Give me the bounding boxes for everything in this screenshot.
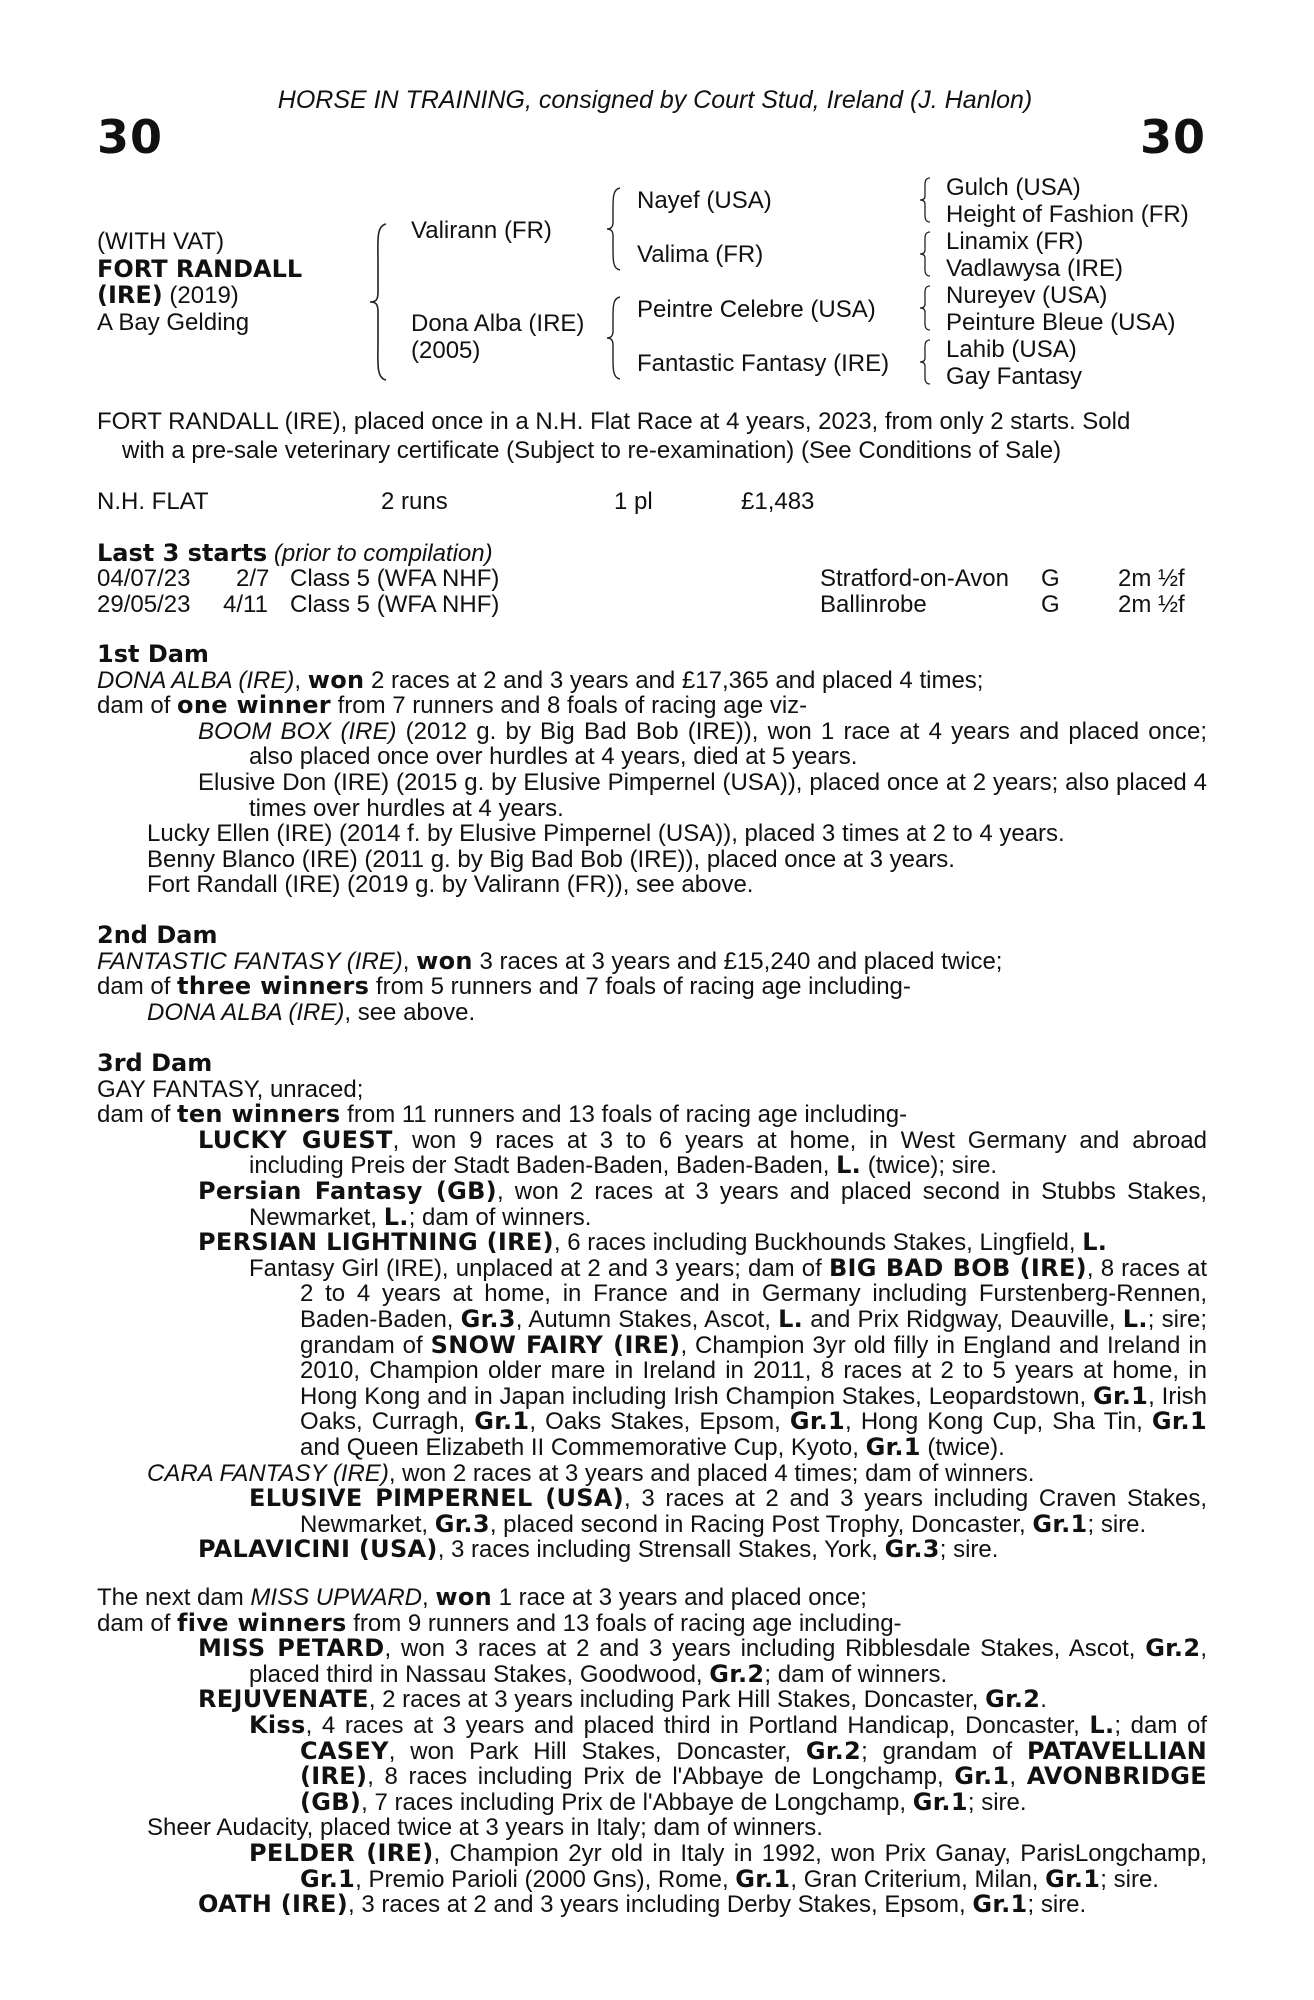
next-dam-pelder: PELDER (IRE), Champion 2yr old in Italy in 1992, won Prix Ganay, ParisLongchamp, Gr.1, Premio Parioli (2000 Gns), Rome, Gr.1, Gran Criterium, Milan, Gr.1; sire. (249, 1838, 1207, 1893)
third-dam-heading: 3rd Dam (97, 1049, 213, 1077)
record-type: N.H. FLAT (97, 488, 209, 515)
next-dam-line-1: The next dam MISS UPWARD, won 1 race at 3 years and placed once; (97, 1583, 867, 1611)
pedigree-g4: Vadlawysa (IRE) (946, 255, 1123, 282)
next-dam-foal-sheer-audacity: Sheer Audacity, placed twice at 3 years in Italy; dam of winners. (147, 1814, 823, 1842)
vat-note: (WITH VAT) (97, 228, 225, 255)
horse-year: (2019) (169, 282, 239, 309)
next-dam-section (97, 1585, 1207, 1918)
lot-number-right: 30 (1139, 110, 1206, 164)
third-dam-elusive-pimpernel: ELUSIVE PIMPERNEL (USA), 3 races at 2 and 3 years including Craven Stakes, Newmarket, Gr.3, placed second in Racing Post Trophy, Doncaster, Gr.1; sire. (249, 1484, 1207, 1538)
pedigree-brace-6 (918, 284, 932, 332)
pedigree-sire-sire: Nayef (USA) (637, 187, 772, 214)
first-dam-foal-benny-blanco: Benny Blanco (IRE) (2011 g. by Big Bad Bob (IRE)), placed once at 3 years. (147, 845, 955, 873)
pedigree-brace-3 (605, 295, 623, 381)
first-dam-line-1: DONA ALBA (IRE), won 2 races at 2 and 3 years and £17,365 and placed 4 times; (97, 665, 984, 694)
first-dam-foal-elusive-don: Elusive Don (IRE) (2015 g. by Elusive Pimpernel (USA)), placed once at 2 years; also placed 4 times over hurdles at 4 years. (198, 768, 1207, 822)
last-starts-note: (prior to compilation) (273, 540, 493, 567)
record-runs: 2 runs (381, 488, 448, 515)
pedigree-dam-year: (2005) (411, 337, 481, 364)
third-dam-line-1: GAY FANTASY, unraced; (97, 1075, 364, 1103)
first-dam-foal-boom-box: BOOM BOX (IRE) (2012 g. by Big Bad Bob (IRE)), won 1 race at 4 years and placed once; also placed once over hurdles at 4 years, died at 5 years. (198, 717, 1207, 771)
start-1-date: 04/07/23 (97, 565, 191, 592)
start-2-course: Ballinrobe (820, 591, 927, 618)
consignment-header: HORSE IN TRAINING, consigned by Court Stud, Ireland (J. Hanlon) (277, 86, 1033, 114)
pedigree-brace-1 (368, 222, 390, 382)
start-1-distance: 2m ½f (1118, 565, 1185, 592)
first-dam-section (97, 642, 1207, 898)
start-2-race: Class 5 (WFA NHF) (290, 591, 500, 618)
start-2-date: 29/05/23 (97, 591, 191, 618)
first-dam-foal-lucky-ellen: Lucky Ellen (IRE) (2014 f. by Elusive Pimpernel (USA)), placed 3 times at 2 to 4 years. (147, 820, 1065, 848)
pedigree-dam: Dona Alba (IRE) (411, 310, 585, 337)
next-dam-kiss: Kiss, 4 races at 3 years and placed third in Portland Handicap, Doncaster, L.; dam of CASEY, won Park Hill Stakes, Doncaster, Gr.2; grandam of PATAVELLIAN (IRE), 8 races including Prix de l'Abbaye de Longchamp, Gr.1, AVONBRIDGE (GB), 7 races including Prix de l'Abbaye de Longchamp, Gr.1; sire. (249, 1710, 1207, 1816)
pedigree-g6: Peinture Bleue (USA) (946, 309, 1176, 336)
record-earnings: £1,483 (741, 488, 815, 515)
start-2-distance: 2m ½f (1118, 591, 1185, 618)
horse-origin-year (97, 282, 239, 309)
second-dam-heading: 2nd Dam (97, 921, 218, 949)
pedigree-sire: Valirann (FR) (411, 217, 552, 244)
third-dam-line-2: dam of ten winners from 11 runners and 13 foals of racing age including- (97, 1100, 908, 1129)
next-dam-rejuvenate: REJUVENATE, 2 races at 3 years including Park Hill Stakes, Doncaster, Gr.2. (198, 1685, 1047, 1714)
third-dam-persian-lightning: PERSIAN LIGHTNING (IRE), 6 races including Buckhounds Stakes, Lingfield, L. (198, 1228, 1108, 1257)
start-1-going: G (1041, 565, 1060, 592)
pedigree-dam-dam: Fantastic Fantasy (IRE) (637, 350, 890, 377)
horse-name: FORT RANDALL (97, 255, 303, 283)
second-dam-section (97, 923, 1207, 1025)
start-1-race: Class 5 (WFA NHF) (290, 565, 500, 592)
start-1-position: 2/7 (236, 565, 270, 592)
lot-number-left: 30 (97, 110, 164, 164)
third-dam-foal-persian-fantasy: Persian Fantasy (GB), won 2 races at 3 years and placed second in Stubbs Stakes, Newmarket, L.; dam of winners. (198, 1176, 1207, 1231)
pedigree-g3: Linamix (FR) (946, 228, 1084, 255)
pedigree-brace-7 (918, 338, 932, 386)
horse-country: (IRE) (97, 281, 163, 309)
record-placed: 1 pl (614, 488, 653, 515)
second-dam-foal-dona-alba: DONA ALBA (IRE), see above. (147, 998, 476, 1026)
third-dam-foal-cara-fantasy: CARA FANTASY (IRE), won 2 races at 3 years and placed 4 times; dam of winners. (147, 1459, 1035, 1487)
second-dam-line-2: dam of three winners from 5 runners and 7 foals of racing age including- (97, 972, 911, 1001)
pedigree-g1: Gulch (USA) (946, 174, 1081, 201)
last-starts-title: Last 3 starts (97, 539, 268, 567)
last-starts-heading (97, 540, 493, 567)
third-dam-fantasy-girl: Fantasy Girl (IRE), unplaced at 2 and 3 years; dam of BIG BAD BOB (IRE), 8 races at 2 to 4 years at home, in France and in Germany including Furstenberg-Rennen, Baden-Baden, Gr.3, Autumn Stakes, Ascot, L. and Prix Ridgway, Deauville, L.; sire; grandam of SNOW FAIRY (IRE), Champion 3yr old filly in England and Ireland in 2010, Champion older mare in Ireland in 2011, 8 races at 2 to 5 years at home, in Hong Kong and in Japan including Irish Champion Stakes, Leopardstown, Gr.1, Irish Oaks, Curragh, Gr.1, Oaks Stakes, Epsom, Gr.1, Hong Kong Cup, Sha Tin, Gr.1 and Queen Elizabeth II Commemorative Cup, Kyoto, Gr.1 (twice). (249, 1253, 1208, 1461)
summary-line-1: FORT RANDALL (IRE), placed once in a N.H. Flat Race at 4 years, 2023, from only 2 starts. Sold (97, 408, 1131, 435)
pedigree-sire-dam: Valima (FR) (637, 241, 764, 268)
first-dam-foal-fort-randall: Fort Randall (IRE) (2019 g. by Valirann (FR)), see above. (147, 871, 754, 899)
pedigree-dam-sire: Peintre Celebre (USA) (637, 296, 876, 323)
first-dam-heading: 1st Dam (97, 640, 209, 668)
second-dam-line-1: FANTASTIC FANTASY (IRE), won 3 races at 3 years and £15,240 and placed twice; (97, 946, 1003, 975)
next-dam-line-2: dam of five winners from 9 runners and 13 foals of racing age including- (97, 1608, 902, 1637)
pedigree-brace-5 (918, 230, 932, 278)
third-dam-section (97, 1051, 1207, 1563)
first-dam-line-2: dam of one winner from 7 runners and 8 foals of racing age viz- (97, 691, 808, 720)
next-dam-foal-miss-petard: MISS PETARD, won 3 races at 2 and 3 years including Ribblesdale Stakes, Ascot, Gr.2, placed third in Nassau Stakes, Goodwood, Gr.2; dam of winners. (198, 1634, 1207, 1688)
pedigree-g7: Lahib (USA) (946, 336, 1077, 363)
next-dam-oath: OATH (IRE), 3 races at 2 and 3 years including Derby Stakes, Epsom, Gr.1; sire. (198, 1890, 1087, 1919)
pedigree-g5: Nureyev (USA) (946, 282, 1108, 309)
summary-line-2: with a pre-sale veterinary certificate (Subject to re-examination) (See Conditions of Sale) (122, 437, 1062, 464)
pedigree-brace-4 (918, 176, 932, 224)
start-1-course: Stratford-on-Avon (820, 565, 1009, 592)
third-dam-palavicini: PALAVICINI (USA), 3 races including Strensall Stakes, York, Gr.3; sire. (198, 1535, 999, 1564)
start-2-going: G (1041, 591, 1060, 618)
pedigree-g2: Height of Fashion (FR) (946, 201, 1189, 228)
horse-description: A Bay Gelding (97, 309, 250, 336)
pedigree-brace-2 (605, 186, 623, 272)
pedigree-g8: Gay Fantasy (946, 363, 1083, 390)
third-dam-foal-lucky-guest: LUCKY GUEST, won 9 races at 3 to 6 years at home, in West Germany and abroad including Preis der Stadt Baden-Baden, Baden-Baden, L. (twice); sire. (198, 1125, 1207, 1180)
start-2-position: 4/11 (223, 591, 268, 618)
